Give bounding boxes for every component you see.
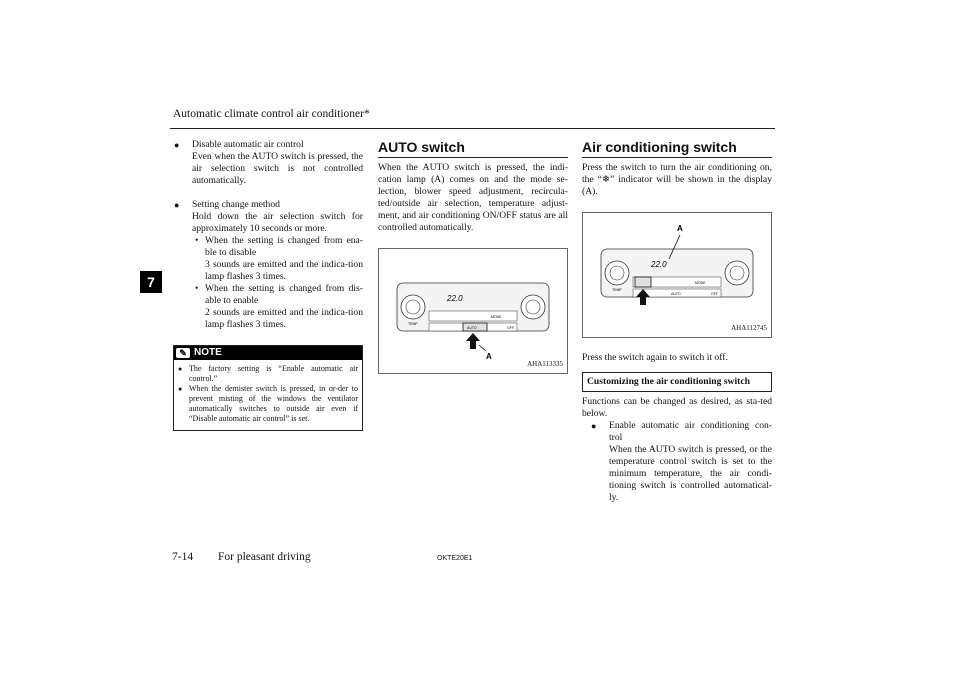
mode-label: MODE	[491, 315, 502, 319]
chapter-tab: 7	[140, 271, 162, 293]
climate-panel-illustration	[379, 249, 567, 373]
footer-page-number: 7-14	[172, 551, 194, 563]
column-2	[378, 139, 568, 374]
off-label: OFF	[507, 326, 514, 330]
sub-bullet-title: When the setting is changed from dis-able to enable	[205, 283, 363, 306]
figure-code: AHA113335	[527, 360, 563, 368]
climate-panel-illustration	[583, 213, 771, 337]
figure-auto-switch	[378, 248, 568, 374]
bullet-title: Setting change method	[192, 199, 280, 210]
note-header	[174, 346, 362, 360]
bullet-disable-auto	[173, 139, 363, 187]
figure-label-a: A	[486, 352, 492, 361]
temp-display: 22.0	[651, 260, 667, 269]
bullet-text: Hold down the air selection switch for approximately 10 seconds or more.	[192, 211, 363, 234]
customizing-subheading: Customizing the air conditioning switch	[582, 372, 772, 392]
auto-switch-text: When the AUTO switch is pressed, the indi-cation lamp (A) comes on and the mode se-lection, blower speed adjustment, recircula-ted/outside air selection, temperature adjust-ment, and air conditioning ON/OFF status are all controlled automatically.	[378, 162, 568, 233]
sub-bullet-disable-to-enable: • When the setting is changed from dis-able to enable 2 sounds are emitted and the indica-tion lamp flashes 3 times.	[195, 283, 363, 330]
note-item: ● When the demister switch is pressed, in or-der to prevent misting of the windows the ventilator automatically switches to outside air even if “Disable automatic air control” is set.	[178, 384, 358, 423]
bullet-setting-change	[173, 199, 363, 331]
bullet-dot-icon: ●	[174, 140, 180, 150]
sub-bullet-enable-to-disable: • When the setting is changed from ena-ble to disable 3 sounds are emitted and the indica-tion lamp flashes 3 times.	[195, 235, 363, 282]
note-hand-icon: ✎	[176, 348, 190, 358]
figure-ac-switch	[582, 212, 772, 338]
temp-display: 22.0	[447, 294, 463, 303]
footer-section-title: For pleasant driving	[218, 551, 311, 563]
bullet-enable-auto-ac	[590, 420, 772, 504]
note-box	[173, 345, 363, 431]
header-rule	[170, 128, 775, 129]
bullet-text: Even when the AUTO switch is pressed, the air selection switch is not controlled automatically.	[192, 151, 363, 186]
column-3	[582, 139, 772, 516]
sub-bullet-text: 2 sounds are emitted and the indica-tion lamp flashes 3 times.	[205, 307, 363, 330]
page-header: Automatic climate control air conditioner*	[173, 108, 370, 120]
auto-label: AUTO	[671, 292, 681, 296]
auto-label: AUTO	[467, 326, 477, 330]
figure-code: AHA112745	[731, 324, 767, 332]
temp-label: TEMP	[612, 288, 622, 292]
off-label: OFF	[711, 292, 718, 296]
sub-bullet-title: When the setting is changed from ena-ble to disable	[205, 235, 363, 258]
sub-bullet-text: 3 sounds are emitted and the indica-tion lamp flashes 3 times.	[205, 259, 363, 282]
mode-label: MODE	[695, 281, 706, 285]
column-1	[173, 139, 363, 431]
pointer-arrow-icon	[466, 333, 480, 349]
note-label: NOTE	[194, 347, 222, 358]
note-item: ● The factory setting is “Enable automatic air control.”	[178, 364, 358, 383]
note-body	[174, 360, 362, 430]
ac-off-text: Press the switch again to switch it off.	[582, 352, 728, 363]
section-heading-ac-switch: Air conditioning switch	[582, 139, 772, 158]
ac-switch-text: Press the switch to turn the air conditioning on, the “❄” indicator will be shown in the display (A).	[582, 162, 772, 197]
bullet-text: When the AUTO switch is pressed, or the temperature control switch is set to the minimum temperature, the air condi-tioning switch is controlled automatical-ly.	[609, 444, 772, 503]
bullet-title: Disable automatic air control	[192, 139, 304, 150]
bullet-dot-icon: ●	[174, 200, 180, 210]
footer-code: OKTE20E1	[437, 555, 473, 562]
bullet-title: Enable automatic air conditioning con-trol	[609, 420, 772, 443]
figure-label-a: A	[677, 224, 683, 233]
temp-label: TEMP	[408, 322, 418, 326]
customizing-text: Functions can be changed as desired, as sta-ted below.	[582, 396, 772, 419]
section-heading-auto-switch: AUTO switch	[378, 139, 568, 158]
bullet-dot-icon: ●	[591, 421, 597, 431]
